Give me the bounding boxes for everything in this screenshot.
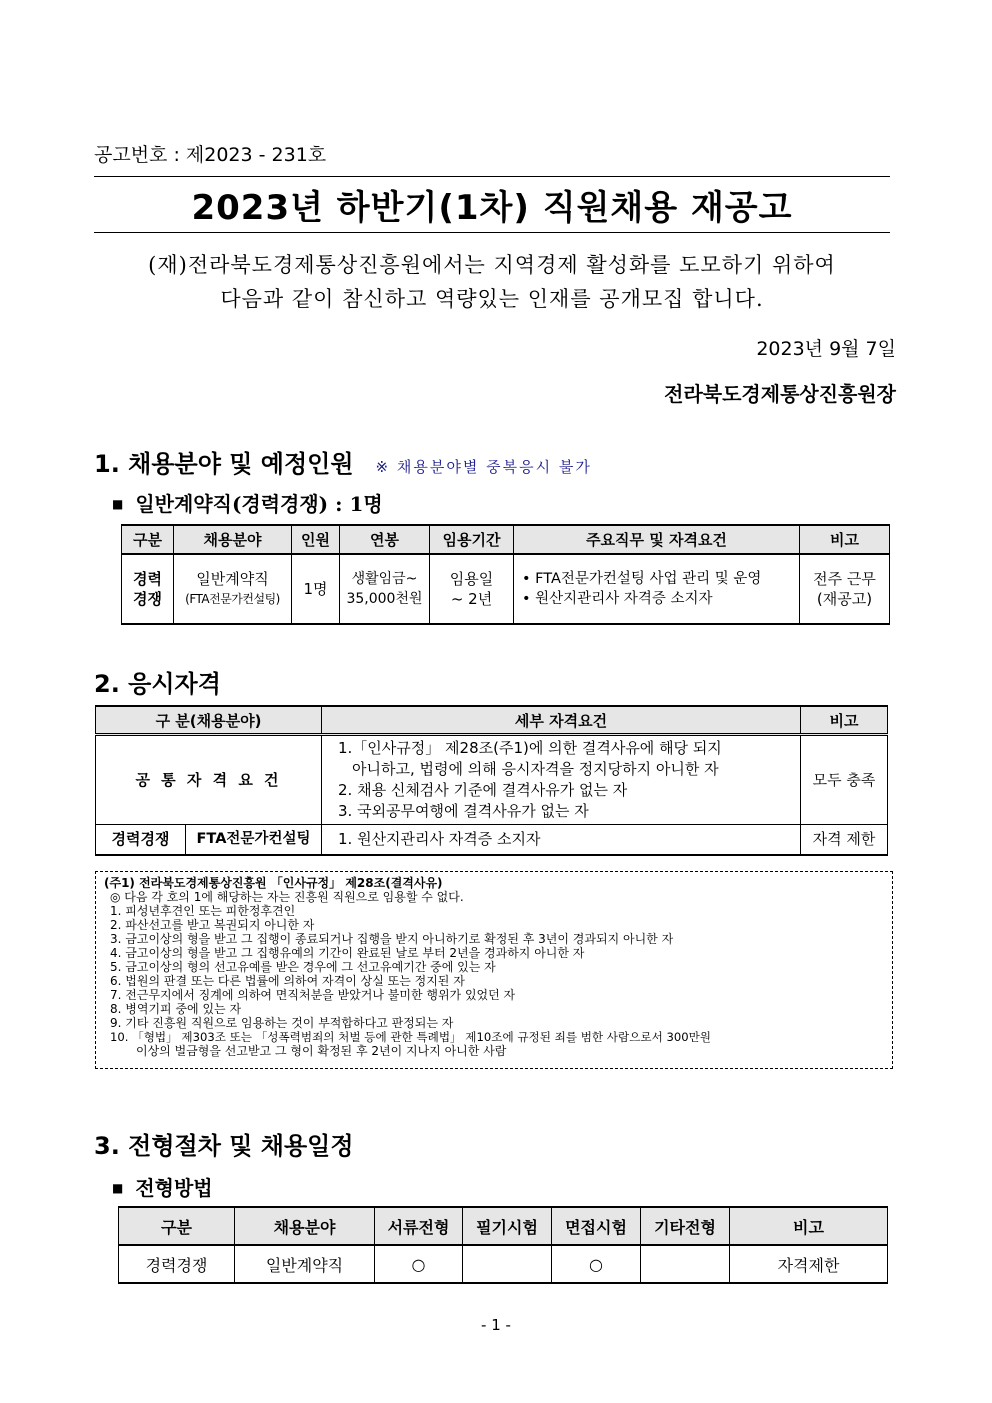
table-header-cell: 인원 bbox=[292, 525, 340, 554]
table-header-cell: 구 분(채용분야) bbox=[96, 706, 322, 735]
table-row bbox=[122, 554, 890, 624]
table-header-cell: 필기시험 bbox=[463, 1207, 552, 1245]
footnote-line: 7. 전근무지에서 징계에 의하여 면직처분을 받았거나 불미한 행위가 있었던 자 bbox=[110, 988, 516, 1002]
table-cell bbox=[463, 1245, 552, 1283]
table-header-cell: 비고 bbox=[730, 1207, 888, 1245]
field-line: (FTA전문가컨설팅) bbox=[185, 592, 280, 606]
table-header-cell: 비고 bbox=[801, 706, 888, 735]
career-field-cell: FTA전문가컨설팅 bbox=[186, 825, 322, 856]
table-header-cell: 비고 bbox=[800, 525, 890, 554]
career-requirement-cell: 1. 원산지관리사 자격증 소지자 bbox=[322, 825, 801, 856]
footnote-line: 8. 병역기피 중에 있는 자 bbox=[110, 1002, 242, 1016]
common-requirement-remark: 모두 충족 bbox=[801, 735, 888, 825]
table-header-cell: 연봉 bbox=[340, 525, 430, 554]
remark-line: 전주 근무 bbox=[813, 570, 876, 588]
remark-cell bbox=[800, 554, 890, 624]
intro-line-1: (재)전라북도경제통상진흥원에서는 지역경제 활성화를 도모하기 위하여 bbox=[148, 253, 836, 277]
table-row bbox=[96, 735, 888, 825]
table-header-row bbox=[122, 525, 890, 554]
table-header-cell: 세부 자격요건 bbox=[322, 706, 801, 735]
table-header-cell: 채용분야 bbox=[174, 525, 292, 554]
title-bottom-rule bbox=[94, 232, 890, 233]
footnote-title: (주1) 전라북도경제통상진흥원 「인사규정」 제28조(결격사유) bbox=[104, 876, 443, 890]
section1-subheading-text: 일반계약직(경력경쟁) : 1명 bbox=[135, 492, 383, 516]
qualification-table bbox=[95, 705, 888, 856]
page-title: 2023년 하반기(1차) 직원채용 재공고 bbox=[191, 188, 793, 228]
notice-number: 공고번호 : 제2023 - 231호 bbox=[94, 144, 327, 166]
table-cell: 일반계약직 bbox=[235, 1245, 375, 1283]
salary-line: 생활임금~ bbox=[351, 571, 418, 587]
selection-method-table bbox=[118, 1206, 888, 1284]
table-header-row bbox=[96, 706, 888, 735]
section3-subheading-text: 전형방법 bbox=[135, 1176, 213, 1200]
requirement-line: 2. 채용 신체검사 기준에 결격사유가 없는 자 bbox=[338, 781, 628, 799]
table-cell: 경력경쟁 bbox=[119, 1245, 235, 1283]
section1-heading bbox=[94, 444, 592, 479]
table-cell: ○ bbox=[375, 1245, 463, 1283]
common-requirement-label: 공 통 자 격 요 건 bbox=[96, 735, 322, 825]
field-cell bbox=[174, 554, 292, 624]
table-header-cell: 구분 bbox=[122, 525, 174, 554]
table-header-cell: 임용기간 bbox=[430, 525, 514, 554]
table-header-cell: 주요직무 및 자격요건 bbox=[514, 525, 800, 554]
footnote-line: 4. 금고이상의 형을 받고 그 집행유예의 기간이 완료된 날로 부터 2년을 경과하지 아니한 자 bbox=[110, 946, 585, 960]
footnote-line: 이상의 벌금형을 선고받고 그 형이 확정된 후 2년이 지나지 아니한 사람 bbox=[136, 1044, 507, 1058]
table-header-cell: 면접시험 bbox=[552, 1207, 641, 1245]
count-cell: 1명 bbox=[292, 554, 340, 624]
footnote-line: 5. 금고이상의 형의 선고유예를 받은 경우에 그 선고유예기간 중에 있는 자 bbox=[110, 960, 496, 974]
footnote-line: 3. 금고이상의 형을 받고 그 집행이 종료되거나 집행을 받지 아니하기로 확정된 후 3년이 경과되지 아니한 자 bbox=[110, 932, 674, 946]
footnote-line: 6. 법원의 판결 또는 다른 법률에 의하여 자격이 상실 또는 정지된 자 bbox=[110, 974, 465, 988]
table-header-cell: 서류전형 bbox=[375, 1207, 463, 1245]
table-header-cell: 기타전형 bbox=[641, 1207, 730, 1245]
category-line: 경력 bbox=[133, 570, 162, 588]
category-cell bbox=[122, 554, 174, 624]
salary-line: 35,000천원 bbox=[346, 591, 423, 607]
recruitment-table bbox=[121, 524, 890, 625]
field-line: 일반계약직 bbox=[196, 570, 269, 588]
duty-line: • 원산지관리사 자격증 소지자 bbox=[522, 591, 713, 607]
footnote-line: 1. 피성년후견인 또는 피한정후견인 bbox=[110, 904, 296, 918]
footnote-line: 2. 파산선고를 받고 복권되지 아니한 자 bbox=[110, 918, 315, 932]
table-row bbox=[96, 825, 888, 856]
title-top-rule bbox=[94, 176, 890, 177]
period-line: 임용일 bbox=[449, 570, 494, 588]
square-bullet-icon: ■ bbox=[112, 497, 124, 511]
duties-cell bbox=[514, 554, 800, 624]
announcement-date: 2023년 9월 7일 bbox=[756, 338, 896, 360]
section2-heading: 2. 응시자격 bbox=[94, 670, 221, 698]
duty-line: • FTA전문가컨설팅 사업 관리 및 운영 bbox=[522, 571, 762, 587]
table-header-cell: 채용분야 bbox=[235, 1207, 375, 1245]
career-remark-cell: 자격 제한 bbox=[801, 825, 888, 856]
requirement-line: 아니하고, 법령에 의해 응시자격을 정지당하지 아니한 자 bbox=[352, 760, 719, 778]
common-requirement-items bbox=[322, 735, 801, 825]
period-cell bbox=[430, 554, 514, 624]
section3-subheading bbox=[112, 1172, 213, 1201]
page-number: - 1 - bbox=[481, 1316, 511, 1334]
table-row bbox=[119, 1245, 888, 1283]
requirement-line: 3. 국외공무여행에 결격사유가 없는 자 bbox=[338, 802, 589, 820]
section3-heading: 3. 전형절차 및 채용일정 bbox=[94, 1132, 354, 1160]
footnote-line: ◎ 다음 각 호의 1에 해당하는 자는 진흥원 직원으로 임용할 수 없다. bbox=[110, 890, 464, 904]
table-cell: ○ bbox=[552, 1245, 641, 1283]
intro-line-2: 다음과 같이 참신하고 역량있는 인재를 공개모집 합니다. bbox=[220, 287, 764, 311]
footnote-line: 10. 「형법」 제303조 또는 「성폭력범죄의 처벌 등에 관한 특례법」 제10조에 규정된 죄를 범한 사람으로서 300만원 bbox=[110, 1030, 712, 1044]
table-header-cell: 구분 bbox=[119, 1207, 235, 1245]
salary-cell bbox=[340, 554, 430, 624]
table-cell: 자격제한 bbox=[730, 1245, 888, 1283]
category-line: 경쟁 bbox=[133, 590, 162, 608]
section1-subheading bbox=[112, 488, 383, 517]
remark-line: (재공고) bbox=[816, 590, 873, 608]
table-cell bbox=[641, 1245, 730, 1283]
organization-name: 전라북도경제통상진흥원장 bbox=[664, 382, 896, 406]
table-header-row bbox=[119, 1207, 888, 1245]
disqualification-footnote bbox=[95, 871, 893, 1069]
career-type-cell: 경력경쟁 bbox=[96, 825, 186, 856]
period-line: ~ 2년 bbox=[450, 590, 493, 608]
section1-note: ※ 채용분야별 중복응시 불가 bbox=[375, 458, 592, 476]
footnote-line: 9. 기타 진흥원 직원으로 임용하는 것이 부적합하다고 판정되는 자 bbox=[110, 1016, 454, 1030]
requirement-line: 1.「인사규정」 제28조(주1)에 의한 결격사유에 해당 되지 bbox=[338, 739, 722, 757]
square-bullet-icon: ■ bbox=[112, 1181, 124, 1195]
section1-title: 1. 채용분야 및 예정인원 bbox=[94, 450, 354, 478]
